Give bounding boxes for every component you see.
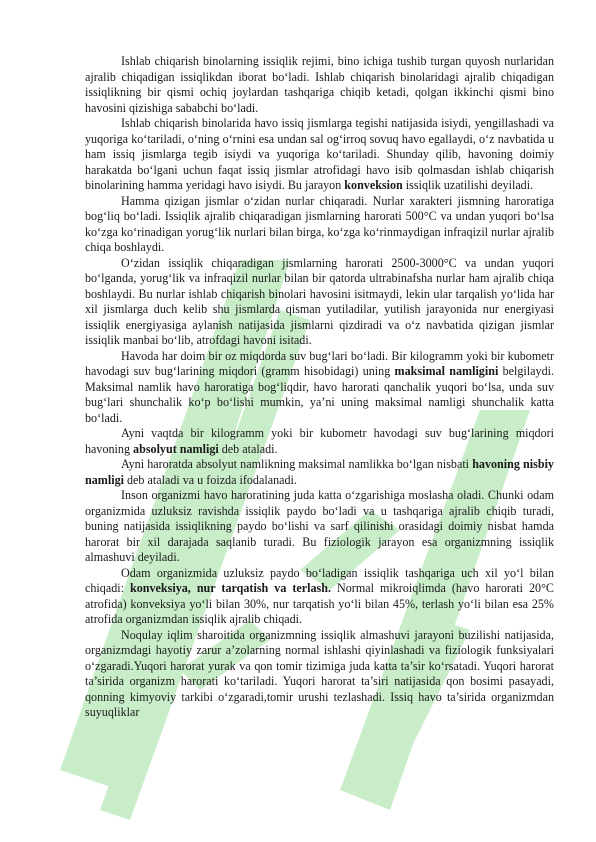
text-run: Ishlab chiqarish binolarida havo issiq jismlarga tegishi natijasida isiydi, yengillashadi va yuqoriga ko‘tariladi, o‘ning o‘rnini esa undan sal og‘irroq sovuq havo egallaydi, o‘z navbatida u ham issiq jismlarga tegib isiydi va yuqoriga ko‘tariladi. Shunday qilib, havoning doimiy harakatda bo‘lgani uchun faqat issiq jismlar atrofidagi havo isib qolmasdan ishlab chiqarish binolarining hamma yeridagi havo isiydi. Bu jarayon bbox=[85, 116, 554, 192]
text-run: Ishlab chiqarish binolarning issiqlik rejimi, bino ichiga tushib turgan quyosh nurlaridan ajralib chiqadigan issiqlikdan iborat bo‘ladi. Ishlab chiqarish binolaridagi ajralib chiqadigan issiqlikning bir qismi ochiq joylardan tashqariga chiqib ketadi, qolgan ikkinchi qismi bino havosini qizishiga sababchi bo‘ladi. bbox=[85, 54, 554, 115]
text-run: Odam organizmida uzluksiz paydo bo‘ladigan issiqlik tashqariga uch xil yo‘l bilan chiqadi: bbox=[85, 565, 554, 595]
paragraph bbox=[85, 488, 554, 566]
text-run: Hamma qizigan jismlar o‘zidan nurlar chiqaradi. Nurlar xarakteri jismning haroratiga bog‘liq bo‘ladi. Issiqlik ajralib chiqaradigan jismlarning harorati 500°C va undan yuqori bo‘lsa ko‘zga ko‘rinadigan yorug‘lik nurlari bilan birga, ko‘zga ko‘rinmaydigan infraqizil nurlar ajralib chiqa boshlaydi. bbox=[85, 193, 554, 254]
bold-term: maksimal namligini bbox=[394, 364, 499, 378]
text-run: deb ataladi. bbox=[218, 441, 278, 456]
text-run: Inson organizmi havo haroratining juda katta o‘zgarishiga moslasha oladi. Chunki odam organizmida uzluksiz ravishda issiqlik paydo bo‘ladi va u tashqariga ajralib chiqib turadi, buning natijasida issiqlikning paydo bo‘lishi va sarf qilinishi orasidagi doimiy nisbat hamda harorat bir xil darajada saqlanib turadi. Bu fiziologik jarayon esa organizmning issiqlik almashuvi deyiladi. bbox=[85, 488, 554, 564]
paragraph bbox=[85, 54, 554, 116]
paragraph bbox=[85, 116, 554, 194]
paragraph bbox=[85, 457, 554, 488]
text-run: belgilaydi. Maksimal namlik havo haroratiga bog‘liqdir, havo harorati qanchalik yuqori bo‘lsa, unda suv bug‘lari shunchalik ko‘p bo‘lishi mumkin, ya’ni uning maksimal namligi shunchalik katta bo‘ladi. bbox=[85, 364, 554, 425]
paragraph bbox=[85, 426, 554, 457]
text-run: issiqlik uzatilishi deyiladi. bbox=[402, 178, 534, 192]
document-body bbox=[85, 54, 554, 721]
paragraph bbox=[85, 628, 554, 721]
text-run: Havoda har doim bir oz miqdorda suv bug‘lari bo‘ladi. Bir kilogramm yoki bir kubometr havodagi suv bug‘larining miqdori (gramm hisobidagi) uning bbox=[85, 348, 554, 378]
bold-term: havoning nisbiy namligi bbox=[85, 457, 554, 487]
text-run: Normal mikroiqlimda (havo harorati 20°C atrofida) konveksiya yo‘li bilan 30%, nur tarqatish yo‘li bilan 45%, terlash yo‘li bilan esa 25% atrofida organizmdan issiqlik ajralib chiqadi. bbox=[85, 581, 555, 626]
bold-term: konveksiya, nur tarqatish va terlash. bbox=[129, 581, 332, 595]
text-run: deb ataladi va u foizda ifodalanadi. bbox=[123, 472, 297, 487]
paragraph bbox=[85, 349, 554, 427]
paragraph bbox=[85, 566, 554, 628]
text-run: Ayni haroratda absolyut namlikning maksimal namlikka bo‘lgan nisbati bbox=[121, 457, 473, 471]
text-run: Ayni vaqtda bir kilogramm yoki bir kubometr havodagi suv bug‘larining miqdori havoning bbox=[85, 426, 554, 456]
text-run: O‘zidan issiqlik chiqaradigan jismlarning harorati 2500-3000°C va undan yuqori bo‘lganda, yorug‘lik va infraqizil nurlar bilan bir qatorda ultrabinafsha nurlar ham ajralib chiqa boshlaydi. Bu nurlar ishlab chiqarish binolari havosini isitmaydi, lekin ular tarqalish yo‘lida har xil jismlarga duch kelib shu jismlarda qisman yutiladilar, yutilish jarayonida nur energiyasi issiqlik energiyasiga aylanish natijasida jismlarni qizdiradi va o‘z navbatida qizigan jismlar issiqlik manbai bo‘lib, atrofdagi havoni isitadi. bbox=[85, 255, 554, 347]
bold-term: absolyut namligi bbox=[133, 441, 219, 456]
paragraph bbox=[85, 256, 554, 349]
bold-term: konveksion bbox=[344, 178, 403, 192]
text-run: Noqulay iqlim sharoitida organizmning issiqlik almashuvi jarayoni buzilishi natijasida, organizmdagi hayotiy zarur a’zolarning normal ishlashi qiyinlashadi va fiziologik funksiyalari o‘zgaradi.Yuqori harorat yurak va qon tomir tizimiga juda katta ta’sir ko‘rsatadi. Yuqori harorat ta’sirida organizm harorati ko‘tariladi. Yuqori harorat ta’siri natijasida qon bosimi pasayadi, qonning kimyoviy tarkibi o‘zgaradi,tomir urushi tezlashadi. Issiq havo ta’sirida organizmdan suyuqliklar bbox=[85, 627, 554, 719]
paragraph bbox=[85, 194, 554, 256]
